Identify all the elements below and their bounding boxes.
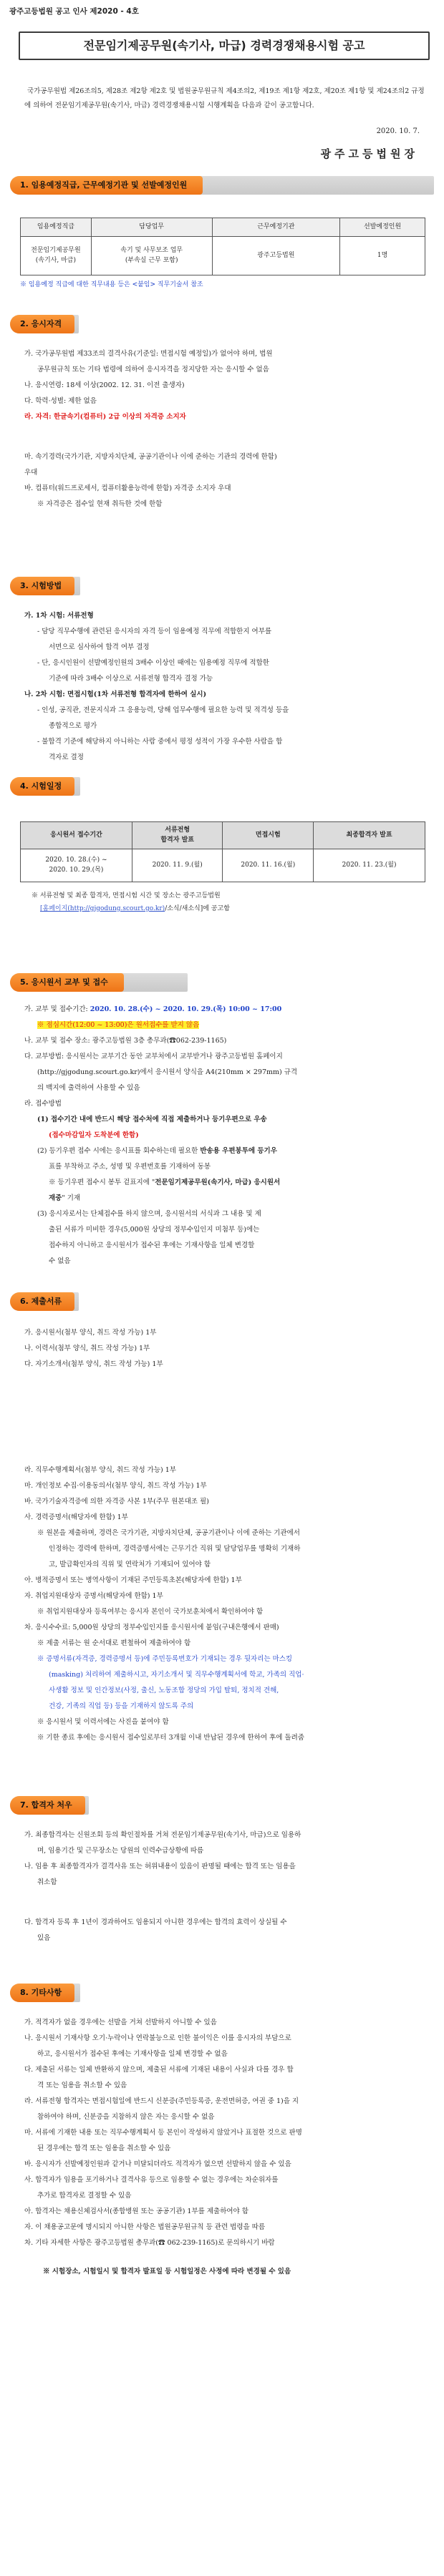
- table-header: 서류전형 합격자 발표: [132, 822, 223, 849]
- table-header: 담당업무: [91, 218, 212, 237]
- list-item: 자. 취업지원대상자 증명서(해당자에 한함) 1부: [24, 1592, 163, 1600]
- list-item: 건강, 기족의 직업 등) 등을 기재하지 않도록 주의: [49, 1702, 194, 1710]
- list-item: 아. 합격자는 채용신체검사서(종합병원 또는 공공기관) 1부를 제출하여야 함: [24, 2207, 248, 2215]
- list-item: [24, 1002, 425, 1018]
- list-item: 취소함: [37, 1878, 57, 1886]
- list-item: 수 없음: [49, 1257, 71, 1265]
- text-span: 재중: [49, 1194, 62, 1202]
- text-span: 반송용 우편봉투에 등기우: [200, 1147, 277, 1155]
- list-item: 고, 발급확인자의 직위 및 연락처가 기재되어 있어야 함: [49, 1561, 211, 1568]
- schedule-table: [20, 821, 425, 882]
- list-item: 다. 자기소개서(첨부 양식, 취드 작성 가능) 1부: [24, 1360, 163, 1368]
- deadline-note: (접수마감일자 도착분에 한함): [49, 1131, 139, 1139]
- list-item: 차. 기타 자세한 사항은 광주고등법원 총무과(☎ 062-239-1165)로 문의하시기 바람: [24, 2239, 275, 2247]
- list-item: ※ 제출 서류는 원 순서대로 편철하여 제출하여야 함: [37, 1639, 191, 1647]
- list-item: ※ 취업지원대상자 등록여부는 응시자 본인이 국가보훈처에서 확인하여야 함: [37, 1608, 264, 1616]
- list-item: [24, 1018, 425, 1033]
- list-item: (1) 접수기간 내에 반드시 해당 접수처에 직접 제출하거나 등기우편으로 우송: [37, 1116, 267, 1123]
- list-item: ※ 원본을 제출하며, 경력은 국가기관, 지방자치단체, 공공기관이나 이에 준하는 기관에서: [37, 1529, 300, 1537]
- list-item: 며, 임용기간 및 근무장소는 당원의 인력수급상황에 따름: [37, 1847, 204, 1855]
- list-item: 가. 적격자가 없을 경우에는 선발을 거쳐 선발하지 아니할 수 있음: [24, 2019, 217, 2026]
- position-table: [20, 218, 425, 275]
- table-cell: 1명: [340, 237, 425, 275]
- list-item: 접수하지 아니하고 응시원서가 접수된 후에는 기재사항을 일체 변경할: [49, 1241, 255, 1249]
- list-item: 다. 교부방법: 응시원서는 교부기간 동안 교부처에서 교부받거나 광주고등법원 홈페이지: [24, 1053, 283, 1060]
- section-label: 2. 응시자격: [10, 315, 74, 333]
- list-item: 마. 개인정보 수집·이용동의서(첨부 양식, 취드 작성 가능) 1부: [24, 1482, 207, 1490]
- period-dates: 2020. 10. 28.(수) ~ 2020. 10. 29.(목) 10:00 ~ 17:00: [90, 1005, 282, 1013]
- lunch-note: ※ 점심시간(12:00 ~ 13:00)은 원서접수를 받지 않음: [37, 1021, 200, 1029]
- notice-title-box: [19, 31, 430, 60]
- treatment-list: [24, 1828, 425, 1946]
- section-header-3: [10, 577, 80, 595]
- section-header-7: [10, 1796, 89, 1815]
- list-item: (3) 응시자로서는 단체접수를 하지 않으며, 응시원서의 서식과 그 내용 및 제: [37, 1210, 261, 1218]
- text-span: (2) 등기우편 접수 시에는 응시표를 회수하는데 필요한: [37, 1147, 198, 1155]
- table-header: 최종합격자 발표: [314, 822, 425, 849]
- section-header-8: [10, 1984, 80, 2002]
- list-item: 바. 컴퓨터(워드프로세서, 컴퓨터활용능력에 한함) 자격증 소지자 우대: [24, 484, 231, 492]
- list-item: 나. 2차 시험: 면접시험(1차 서류전형 합격자에 한하여 실시): [24, 691, 207, 698]
- list-item: 출된 서류가 미비한 경우(5,000원 상당의 정부수입인지 미첨부 등)에는: [49, 1226, 260, 1234]
- section-label: 5. 응시원서 교부 및 접수: [10, 973, 124, 992]
- table-cell: 광주고등법원: [212, 237, 340, 275]
- list-item: ※ 자격증은 접수일 현재 취득한 것에 한함: [37, 500, 163, 508]
- section-header-6: [10, 1292, 79, 1311]
- list-item: [24, 1175, 425, 1191]
- table-header: 면접시험: [223, 822, 314, 849]
- list-item: 라. 자격: 한글속기(컴퓨터) 2급 이상의 자격증 소지자: [24, 413, 186, 421]
- list-item: 의 백지에 출력하여 사용할 수 있음: [37, 1084, 140, 1092]
- misc-list: [24, 2015, 425, 2251]
- list-item: - 불합격 기준에 해당하지 아니하는 사람 중에서 평정 성적이 가장 우수한 사람을 합: [37, 738, 283, 746]
- list-item: 참하여야 하며, 신분증을 지참하지 않은 자는 응시할 수 없음: [37, 2113, 215, 2121]
- section-label: 6. 제출서류: [10, 1292, 74, 1311]
- list-item: 사. 경력증명서(해당자에 한함) 1부: [24, 1513, 128, 1521]
- list-item: [24, 1143, 425, 1159]
- qualification-list: [24, 346, 425, 512]
- list-item: 나. 이력서(첨부 양식, 취드 작성 가능) 1부: [24, 1345, 150, 1352]
- list-item: 기준에 따라 3배수 이상으로 서류전형 합격자 결정 가능: [49, 675, 213, 683]
- list-item: 가. 응시원서(첨부 양식, 취드 작성 가능) 1부: [24, 1329, 157, 1337]
- list-item: 아. 병적증명서 또는 병역사항이 기재된 주민등록초본(해당자에 한함) 1부: [24, 1576, 242, 1584]
- schedule-change-warning: ※ 시험장소, 시험일시 및 합격자 발표일 등 시험일정은 사정에 따라 변경될 수 있음: [43, 2268, 291, 2275]
- text-span: 전문임기제공무원(속기사, 마급) 응시원서: [155, 1179, 281, 1186]
- notice-title: 전문임기제공무원(속기사, 마급) 경력경쟁채용시험 공고: [83, 38, 365, 52]
- list-item: 나. 응시원서 기재사항 오기·누락이나 연락불능으로 인한 불이익은 이를 응시자의 부담으로: [24, 2034, 291, 2042]
- text-span: " 기재: [62, 1194, 81, 1202]
- table-cell: 2020. 11. 9.(월): [132, 849, 223, 882]
- table-cell: 2020. 10. 28.(수) ~ 2020. 10. 29.(목): [21, 849, 132, 882]
- list-item: [24, 1128, 425, 1143]
- list-item: - 인성, 공직관, 전문지식과 그 응용능력, 당해 업무수행에 필요한 능력 및 적격성 등을: [37, 706, 289, 714]
- table-cell: 2020. 11. 16.(월): [223, 849, 314, 882]
- list-item: (masking) 처리하여 제출하시고, 자기소개서 및 직무수행계획서에 학교, 가족의 직업·: [49, 1671, 304, 1679]
- list-item: 공무원규칙 또는 기타 법령에 의하여 응시자격을 정지당한 자는 응시할 수 없음: [37, 366, 269, 374]
- list-item: 표를 부착하고 주소, 성명 및 우편번호를 기재하여 동봉: [49, 1163, 211, 1171]
- list-item: 서면으로 심사하여 합격 여부 결정: [49, 643, 150, 651]
- section-label: 1. 임용예정직급, 근무예정기관 및 선발예정인원: [10, 176, 203, 195]
- table-header: 응시원서 접수기간: [21, 822, 132, 849]
- list-item: ※ 증명서류(자격증, 경력증명서 등)에 주민등록번호가 기재되는 경우 뒷자리는 마스킹: [37, 1655, 293, 1663]
- list-item: 나. 교부 및 접수 장소: 광주고등법원 3층 총무과(☎062-239-1165): [24, 1037, 227, 1045]
- section-header-4: [10, 777, 80, 796]
- table-cell: 속기 및 사무보조 업무 (부속실 근무 포함): [91, 237, 212, 275]
- issuer-name: 광주고등법원장: [320, 147, 418, 160]
- list-item: - 단, 응시인원이 선발예정인원의 3배수 이상인 때에는 임용예정 직무에 적합한: [37, 659, 269, 667]
- table-cell: 전문임기제공무원 (속기사, 마급): [21, 237, 92, 275]
- period-label: 가. 교부 및 접수기간:: [24, 1005, 88, 1013]
- list-item: 격 또는 임용을 취소할 수 있음: [37, 2082, 127, 2089]
- list-item: 다. 제출된 서류는 일체 반환하지 않으며, 제출된 서류에 기재된 내용이 사실과 다를 경우 합: [24, 2066, 294, 2074]
- list-item: 추가로 합격자로 결정할 수 있음: [37, 2192, 132, 2200]
- list-item: 라. 서류전형 합격자는 면접시험일에 반드시 신분증(주민등록증, 운전면허증, 여권 중 1)을 지: [24, 2097, 299, 2105]
- section-label: 8. 기타사항: [10, 1984, 74, 2002]
- list-item: 종합적으로 평가: [49, 722, 97, 730]
- table-cell: 2020. 11. 23.(월): [314, 849, 425, 882]
- section-label: 7. 합격자 처우: [10, 1796, 85, 1815]
- exam-method-list: [24, 608, 425, 766]
- list-item: ※ 기한 종료 후에는 응시원서 접수일로부터 3개월 이내 반납된 경우에 한하여 후에 돌려줌: [37, 1734, 304, 1742]
- notice-number: 광주고등법원 공고 인사 제2020 - 4호: [9, 7, 139, 16]
- list-item: 우대: [24, 469, 38, 477]
- list-item: 된 경우에는 합격 또는 임용을 취소할 수 있음: [37, 2145, 171, 2152]
- documents-list-top: [24, 1325, 425, 1372]
- list-item: 다. 합격자 등록 후 1년이 경과하여도 임용되지 아니한 경우에는 합격의 효력이 상실될 수: [24, 1918, 287, 1926]
- list-item: - 담당 직무수행에 관련된 응시자의 자격 등이 임용예정 직무에 적합한지 여부를: [37, 628, 272, 635]
- application-section: [24, 1002, 425, 1269]
- position-note: ※ 임용예정 직급에 대한 직무내용 등은 <붙임> 직무기술서 참조: [20, 281, 203, 288]
- table-header: 근무예정기관: [212, 218, 340, 237]
- list-item: 자. 이 채용공고문에 명시되지 아니한 사항은 법원공무원규칙 등 관련 법령을 따름: [24, 2223, 266, 2231]
- list-item: 라. 직무수행계획서(첨부 양식, 취드 작성 가능) 1부: [24, 1466, 176, 1474]
- list-item: 마. 속기경력(국가기관, 지방자치단체, 공공기관이나 이에 준하는 기관의 경력에 한함): [24, 453, 277, 461]
- list-item: 차. 응시수수료: 5,000원 상당의 정부수입인지를 응시원서에 붙임(구내은행에서 판매): [24, 1624, 279, 1631]
- list-item: (http://gjgodung.scourt.go.kr)에서 응시원서 양식을 A4(210mm × 297mm) 규격: [37, 1068, 298, 1076]
- text-span: ※ 등기우편 접수시 봉투 겉표지에 ": [49, 1179, 155, 1186]
- section-header-2: [10, 315, 79, 333]
- list-item: 격자로 결정: [49, 753, 84, 761]
- list-item: 바. 국가기술자격증에 의한 자격증 사본 1부(주무 원본대조 필): [24, 1498, 209, 1506]
- list-item: 하고, 응시원서가 접수된 후에는 기재사항을 일체 변경할 수 없음: [37, 2050, 228, 2058]
- list-item: ※ 응시원서 및 이력서에는 사진을 붙여야 함: [37, 1718, 169, 1726]
- list-item: 마. 서류에 기재한 내용 또는 직무수행계획서 등 본인이 작성하지 않았거나 표절한 것으로 판명: [24, 2129, 302, 2137]
- list-item: 가. 최종합격자는 신원조회 등의 확인절차를 거쳐 전문임기제공무원(속기사, 마급)으로 임용하: [24, 1831, 301, 1839]
- schedule-note-2: [40, 904, 230, 914]
- notice-date: 2020. 10. 7.: [376, 127, 420, 135]
- section-label: 4. 시험일정: [10, 777, 74, 796]
- list-item: 가. 국가공무원법 제33조의 결격사유(기준일: 면접시험 예정일)가 없어야 하며, 법원: [24, 350, 273, 358]
- table-header: 선발예정인원: [340, 218, 425, 237]
- section-header-1: [10, 176, 434, 195]
- list-item: 다. 학력·성별: 제한 없음: [24, 397, 97, 405]
- section-header-5: [10, 973, 188, 992]
- list-item: 인정하는 경력에 한하며, 경력증명서에는 근무기간 직위 및 담당업무를 명확히 기재하: [49, 1545, 301, 1553]
- list-item: 라. 접수방법: [24, 1100, 62, 1108]
- documents-list-bottom: [24, 1463, 425, 1746]
- list-item: 나. 임용 후 최종합격자가 결격사유 또는 허위내용이 있음이 판명될 때에는 합격 또는 임용을: [24, 1863, 296, 1870]
- list-item: 있음: [37, 1934, 51, 1942]
- list-item: 사. 합격자가 임용을 포기하거나 결격사유 등으로 임용할 수 없는 경우에는 차순위자를: [24, 2176, 279, 2184]
- homepage-link[interactable]: [홈페이지(http://gjgodung.scourt.go.kr): [40, 905, 165, 912]
- table-header: 임용예정직급: [21, 218, 92, 237]
- intro-paragraph: 국가공무원법 제26조의5, 제28조 제2항 제2호 및 법원공무원규칙 제4조의2, 제19조 제1항 제2호, 제20조 제1항 및 제24조의2 규정에 의하여 전문임기제공무원(속기사, 마급) 경력경쟁채용시험 시행계획을 다음과 같이 공고합니다.: [24, 87, 425, 109]
- schedule-note-1: ※ 서류전형 및 최종 합격자, 면접시험 시간 및 장소는 광주고등법원: [32, 892, 221, 899]
- list-item: 바. 응시자가 선발예정인원과 같거나 미달되더라도 적격자가 없으면 선발하지 않을 수 있음: [24, 2160, 291, 2168]
- list-item: 나. 응시연령: 18세 이상(2002. 12. 31. 이전 출생자): [24, 381, 185, 389]
- section-label: 3. 시험방법: [10, 577, 74, 595]
- schedule-note-rest: /소식/새소식]에 공고함: [165, 905, 230, 912]
- list-item: 사생활 정보 및 인간정보(사정, 출신, 노동조합 정당의 가입 탈퇴, 정치적 견해,: [49, 1687, 279, 1694]
- list-item: [24, 1191, 425, 1206]
- list-item: 가. 1차 시험: 서류전형: [24, 612, 94, 620]
